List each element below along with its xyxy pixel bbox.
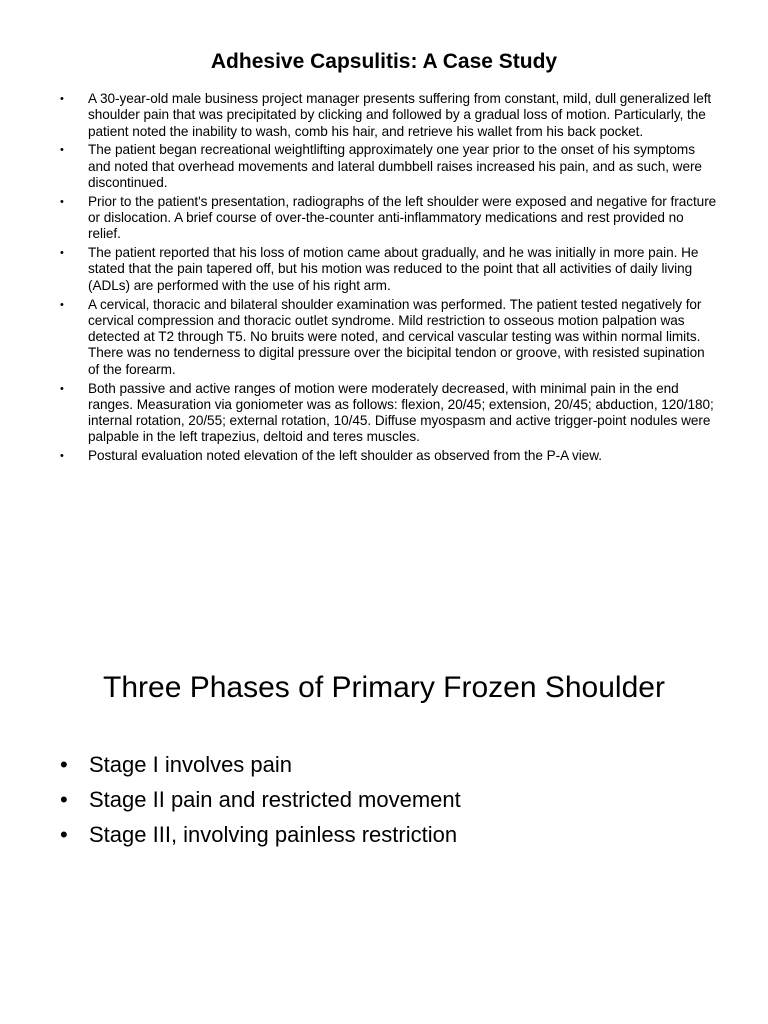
case-study-bullet-item (58, 91, 718, 140)
bullet-icon: • (60, 195, 64, 208)
case-study-bullet-text: Both passive and active ranges of motion were moderately decreased, with minimal pain in the end ranges. Measuration via goniometer was as follows: flexion, 20/45; extension, 20/45; abduction, 120/180; internal rotation, 20/55; external rotation, 10/45. Diffuse myospasm and active trigger-point nodules were palpable in the left trapezius, deltoid and teres muscles. (88, 380, 714, 445)
case-study-bullet-text: The patient reported that his loss of motion came about gradually, and he was initially in more pain. He stated that the pain tapered off, but his motion was reduced to the point that all activities of daily living (ADLs) are performed with the use of his right arm. (88, 245, 699, 293)
case-study-bullet-item (58, 142, 718, 191)
bullet-icon: • (60, 93, 64, 105)
bullet-icon: • (60, 144, 64, 157)
case-study-bullet-text: The patient began recreational weightlifting approximately one year prior to the onset of his symptoms and noted that overhead movements and lateral dumbbell raises increased his pain, and as such, were discontinued. (88, 142, 702, 190)
phase-text: Stage II pain and restricted movement (89, 787, 461, 812)
case-study-bullet-list (58, 91, 718, 467)
phase-text: Stage III, involving painless restriction (89, 822, 458, 847)
bullet-icon: • (60, 247, 64, 260)
case-study-bullet-text: Prior to the patient's presentation, radiographs of the left shoulder were exposed and negative for fracture or dislocation. A brief course of over-the-counter anti-inflammatory medications and rest provided no relief. (88, 193, 717, 242)
bullet-icon: • (60, 298, 64, 311)
phases-bullet-list (60, 747, 461, 852)
case-study-bullet-text: A cervical, thoracic and bilateral shoulder examination was performed. The patient tested negatively for cervical compression and thoracic outlet syndrome. Mild restriction to osseous motion palpation was detected at T2 through T5. No bruits were noted, and cervical vascular testing was within normal limits. There was no tenderness to digital pressure over the bicipital tendon or groove, with resisted supination of the forearm. (88, 296, 705, 377)
case-study-bullet-item (58, 194, 718, 243)
phase-item (60, 782, 461, 817)
bullet-icon: • (60, 822, 68, 847)
case-study-title: Adhesive Capsulitis: A Case Study (210, 50, 558, 73)
phase-text: Stage I involves pain (89, 752, 293, 777)
case-study-bullet-item (58, 448, 718, 464)
case-study-bullet-item (58, 245, 718, 294)
phases-title: Three Phases of Primary Frozen Shoulder (103, 671, 665, 704)
phase-item (60, 747, 461, 782)
phase-item (60, 817, 461, 852)
case-study-bullet-item (58, 297, 718, 378)
case-study-bullet-item (58, 381, 718, 446)
bullet-icon: • (60, 752, 68, 777)
bullet-icon: • (60, 450, 64, 463)
case-study-bullet-text: A 30-year-old male business project manager presents suffering from constant, mild, dull generalized left shoulder pain that was precipitated by clicking and followed by a gradual loss of motion. Particularly, the patient noted the inability to wash, comb his hair, and retrieve his wallet from his back pocket. (88, 91, 712, 139)
case-study-bullet-text: Postural evaluation noted elevation of the left shoulder as observed from the P-A view. (88, 448, 603, 464)
frozen-shoulder-phases-slide (0, 640, 768, 900)
bullet-icon: • (60, 787, 68, 812)
bullet-icon: • (60, 382, 64, 395)
